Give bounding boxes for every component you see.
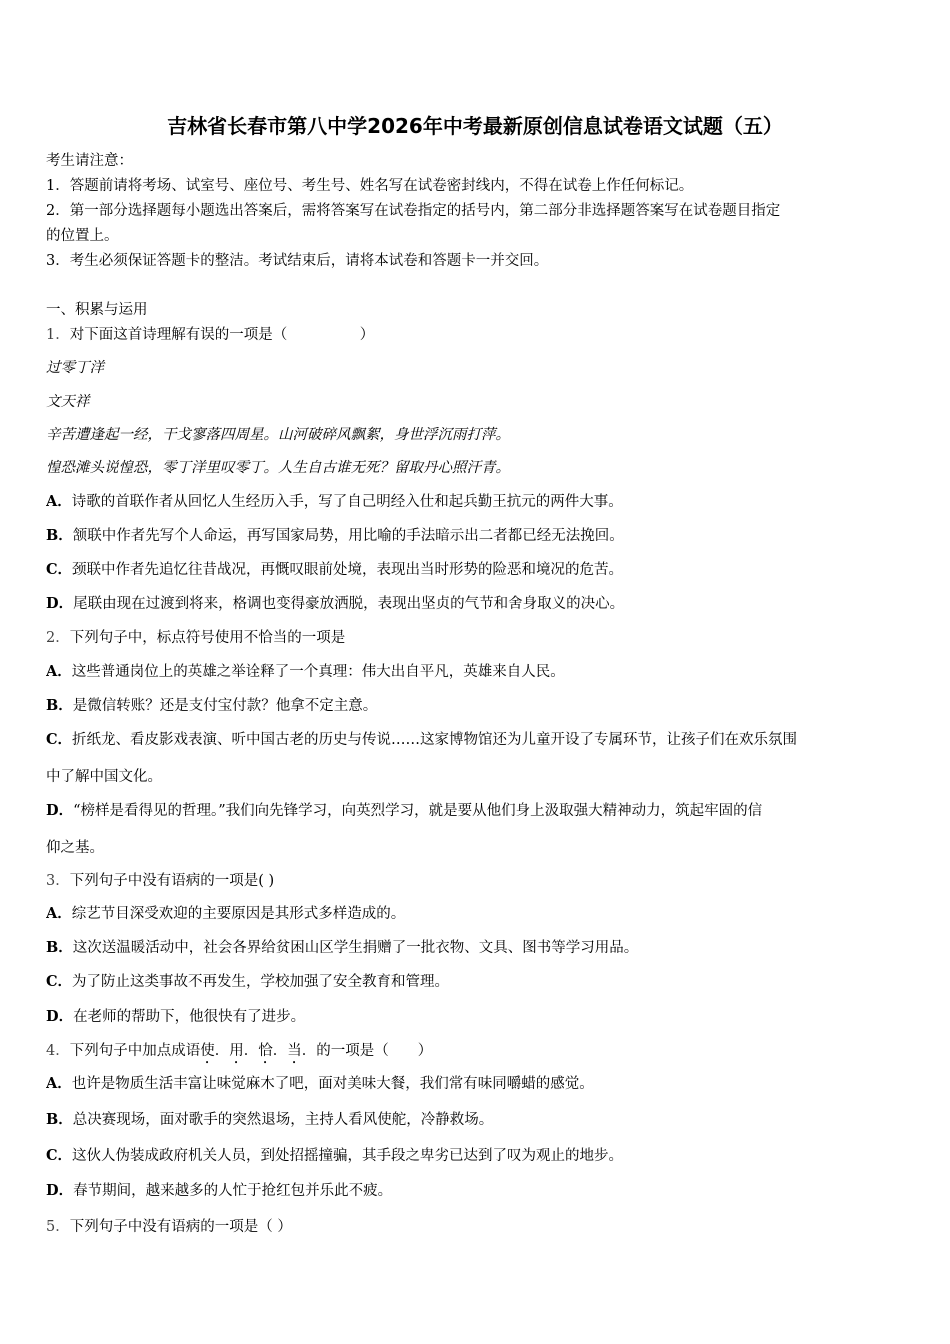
poem-line-1: 辛苦遭逢起一经，干戈寥落四周星。山河破碎风飘絮，身世浮沉雨打萍。 (46, 427, 510, 443)
option-text: 颔联中作者先写个人命运，再写国家局势，用比喻的手法暗示出二者都已经无法挽回。 (72, 528, 624, 544)
q4-option-a (46, 1073, 908, 1095)
question-number: 5． (46, 1219, 70, 1235)
option-letter: D． (46, 1008, 74, 1025)
notice-item-1: 1．答题前请将考场、试室号、座位号、考生号、姓名写在试卷密封线内，不得在试卷上作任何标记。 (46, 178, 694, 194)
notice-item-2-cont: 的位置上。 (46, 228, 119, 244)
option-text: 春节期间，越来越多的人忙于抢红包并乐此不疲。 (73, 1183, 393, 1199)
option-text: 为了防止这类事故不再发生，学校加强了安全教育和管理。 (72, 974, 450, 990)
question-3-stem (46, 870, 908, 892)
option-letter: B． (46, 697, 73, 714)
option-letter: D． (46, 595, 74, 612)
option-text: 也许是物质生活丰富让味觉麻木了吧，面对美味大餐，我们常有味同嚼蜡的感觉。 (71, 1076, 594, 1092)
option-text: 折纸龙、看皮影戏表演、听中国古老的历史与传说……这家博物馆还为儿童开设了专属环节，让孩子们在欢乐氛围 (72, 732, 798, 748)
q3-option-b (46, 937, 908, 959)
question-number: 1． (46, 327, 70, 343)
option-text: 诗歌的首联作者从回忆人生经历入手，写了自己明经入仕和起兵勤王抗元的两件大事。 (71, 494, 623, 510)
option-text: 在老师的帮助下，他很快有了进步。 (73, 1009, 306, 1025)
question-text: 下列句子中加点成语 (69, 1043, 201, 1059)
question-text: 下列句子中没有语病的一项是( ) (69, 873, 275, 889)
q2-option-c (46, 729, 908, 751)
question-5-stem (46, 1216, 908, 1238)
q1-option-d (46, 593, 908, 615)
q4-option-d (46, 1180, 908, 1202)
option-letter: A． (46, 663, 72, 680)
option-letter: C． (46, 1147, 73, 1164)
notice-heading: 考生请注意： (46, 153, 133, 169)
option-text: 这些普通岗位上的英雄之举诠释了一个真理：伟大出自平凡，英雄来自人民。 (71, 664, 565, 680)
q1-option-c (46, 559, 908, 581)
option-letter: C． (46, 731, 73, 748)
notice-item-3: 3．考生必须保证答题卡的整洁。考试结束后，请将本试卷和答题卡一并交回。 (46, 253, 549, 269)
option-letter: D． (46, 1182, 74, 1199)
q4-option-c (46, 1145, 908, 1167)
option-letter: A． (46, 1075, 72, 1092)
notice-item-2: 2．第一部分选择题每小题选出答案后，需将答案写在试卷指定的括号内，第二部分非选择题答案写在试卷题目指定 (46, 203, 781, 219)
q2-option-c-cont: 中了解中国文化。 (46, 769, 162, 785)
dotted-text: 使．用．恰．当． (200, 1043, 317, 1059)
option-letter: B． (46, 1111, 73, 1128)
option-text: “榜样是看得见的哲理。”我们向先锋学习，向英烈学习，就是要从他们身上汲取强大精神动力，筑起牢固的信 (73, 803, 763, 819)
q1-option-b (46, 525, 908, 547)
page-title: 吉林省长春市第八中学2026年中考最新原创信息试卷语文试题（五） (167, 114, 783, 138)
question-text: 下列句子中没有语病的一项是（ ） (69, 1219, 292, 1235)
option-text: 这次送温暖活动中，社会各界给贫困山区学生捐赠了一批衣物、文具、图书等学习用品。 (72, 940, 639, 956)
q2-option-b (46, 695, 908, 717)
section-heading: 一、积累与运用 (46, 302, 148, 318)
question-text-end: 的一项是（ ） (316, 1043, 433, 1059)
poem-author: 文天祥 (46, 394, 90, 410)
q1-option-a (46, 491, 908, 513)
q3-option-d (46, 1006, 908, 1028)
option-letter: D． (46, 802, 74, 819)
poem-title: 过零丁洋 (46, 360, 104, 376)
question-4-stem (46, 1040, 908, 1067)
option-text: 颈联中作者先追忆往昔战况，再慨叹眼前处境，表现出当时形势的险恶和境况的危苦。 (72, 562, 624, 578)
q2-option-d-cont: 仰之基。 (46, 840, 104, 856)
q3-option-c (46, 971, 908, 993)
option-text: 这伙人伪装成政府机关人员，到处招摇撞骗，其手段之卑劣已达到了叹为观止的地步。 (72, 1148, 624, 1164)
question-number: 2． (46, 630, 70, 646)
question-2-stem (46, 627, 908, 649)
q3-option-a (46, 903, 908, 925)
poem-line-2: 惶恐滩头说惶恐，零丁洋里叹零丁。人生自古谁无死？留取丹心照汗青。 (46, 460, 510, 476)
option-letter: C． (46, 973, 73, 990)
q2-option-a (46, 661, 908, 683)
q2-option-d (46, 800, 908, 822)
option-letter: B． (46, 527, 73, 544)
question-1-stem (46, 324, 908, 346)
question-text: 对下面这首诗理解有误的一项是（ ） (69, 327, 375, 343)
option-text: 尾联由现在过渡到将来，格调也变得豪放洒脱，表现出坚贞的气节和舍身取义的决心。 (73, 596, 625, 612)
option-text: 是微信转账？还是支付宝付款？他拿不定主意。 (72, 698, 378, 714)
option-letter: B． (46, 939, 73, 956)
option-text: 总决赛现场，面对歌手的突然退场，主持人看风使舵，冷静救场。 (72, 1112, 494, 1128)
question-text: 下列句子中，标点符号使用不恰当的一项是 (69, 630, 346, 646)
option-letter: A． (46, 905, 72, 922)
option-letter: C． (46, 561, 73, 578)
question-number: 3． (46, 873, 70, 889)
question-number: 4． (46, 1043, 70, 1059)
option-text: 综艺节目深受欢迎的主要原因是其形式多样造成的。 (71, 906, 406, 922)
option-letter: A． (46, 493, 72, 510)
q4-option-b (46, 1109, 908, 1131)
